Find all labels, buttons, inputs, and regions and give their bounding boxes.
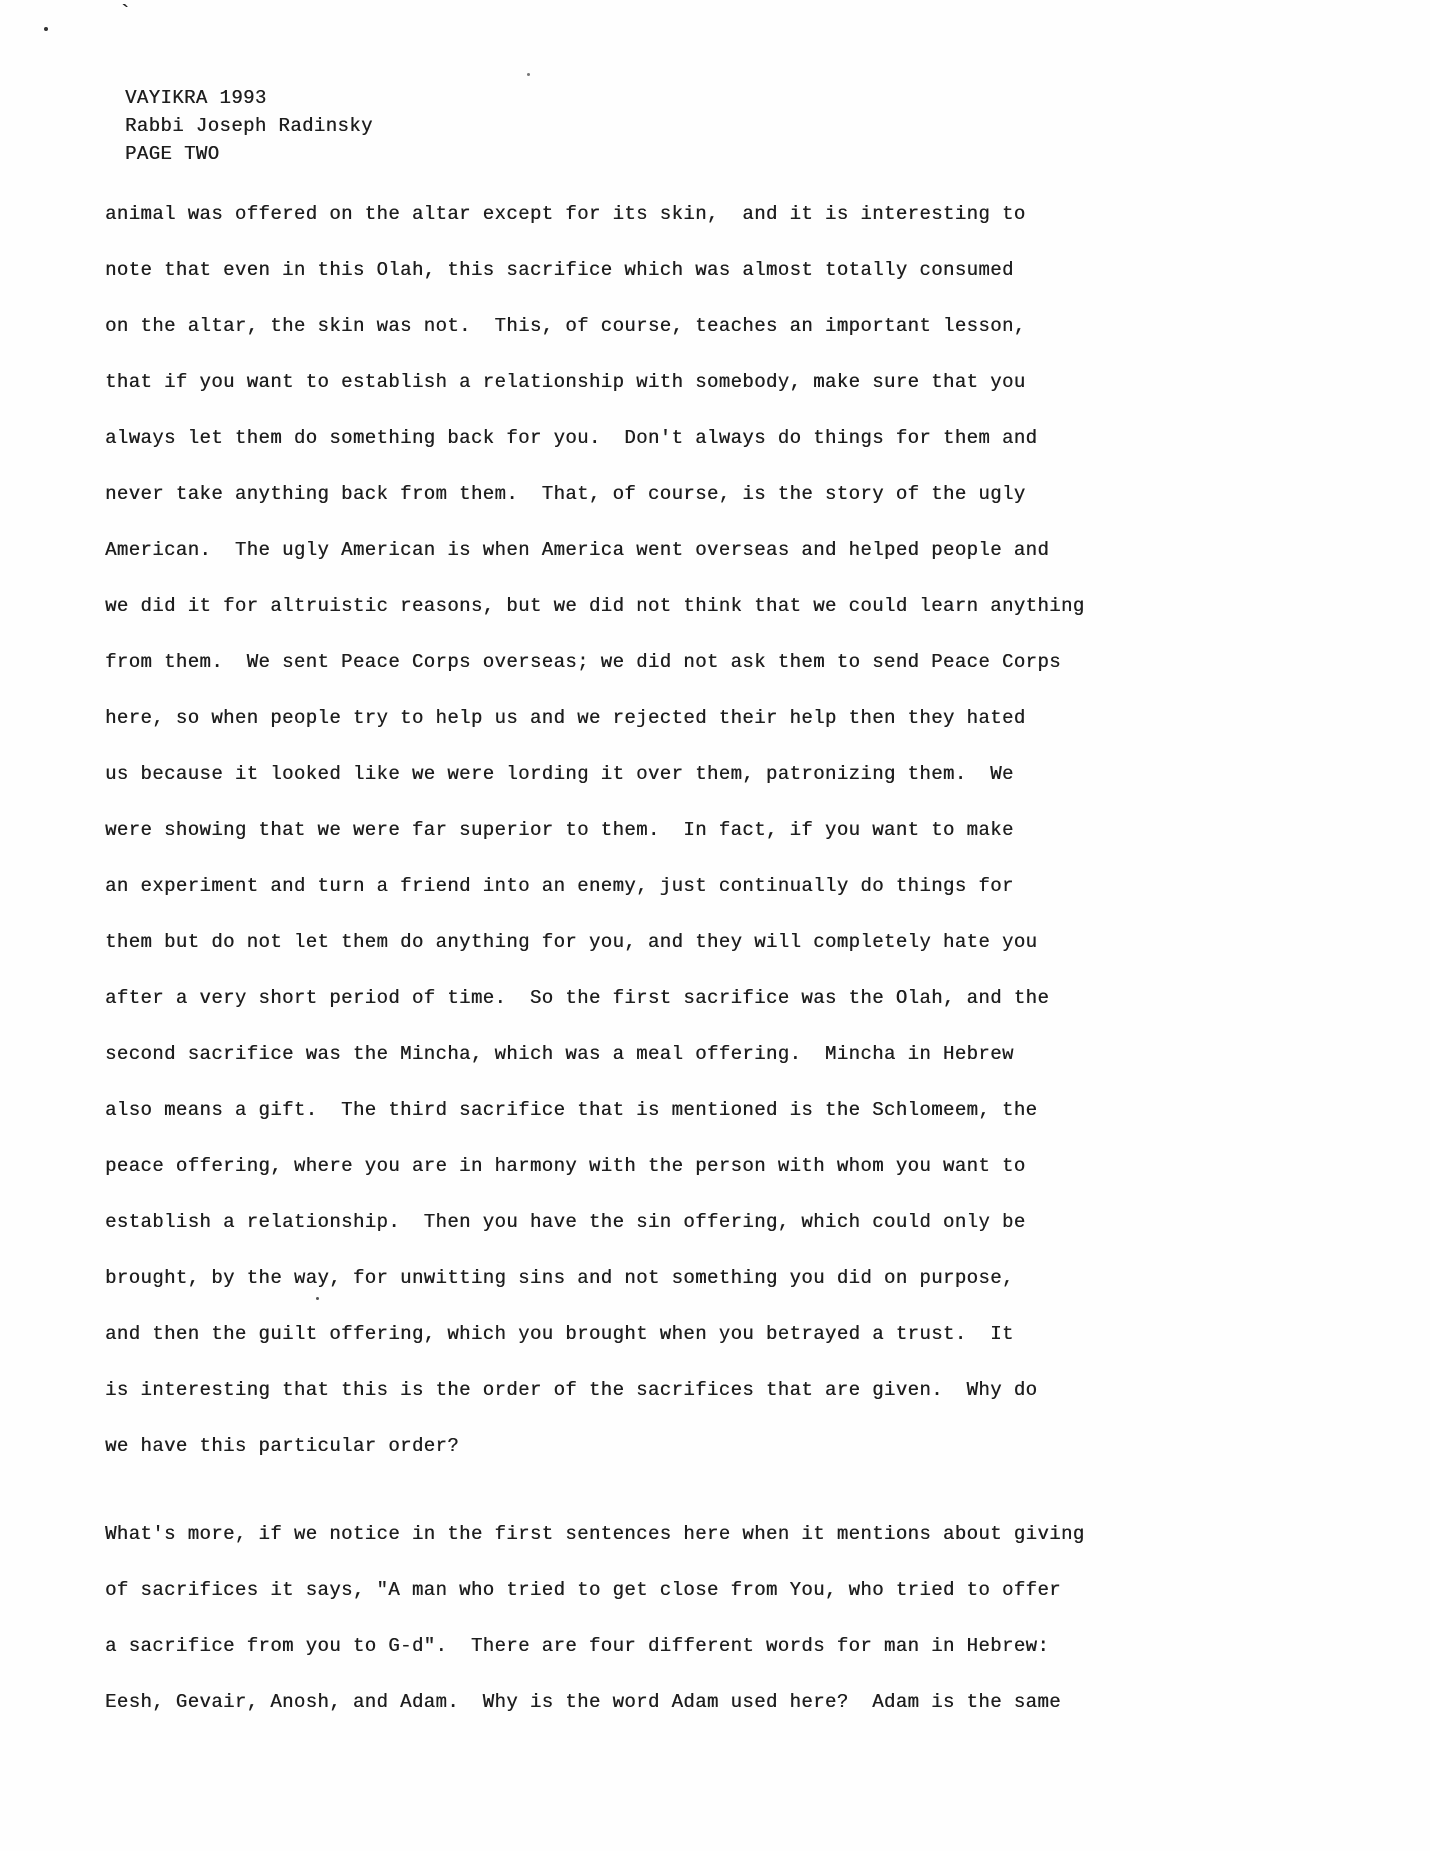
text-line: we did it for altruistic reasons, but we did not think that we could learn anything: [105, 595, 1085, 617]
text-line: us because it looked like we were lording it over them, patronizing them. We: [105, 763, 1014, 785]
doc-author: Rabbi Joseph Radinsky: [125, 115, 373, 137]
document-header: [125, 84, 373, 168]
paragraph-2: [105, 1506, 1205, 1730]
scan-artifact-dot: [527, 73, 530, 76]
text-line: also means a gift. The third sacrifice that is mentioned is the Schlomeem, the: [105, 1099, 1038, 1121]
doc-page-number: PAGE TWO: [125, 143, 220, 165]
text-line: is interesting that this is the order of the sacrifices that are given. Why do: [105, 1379, 1038, 1401]
text-line: establish a relationship. Then you have the sin offering, which could only be: [105, 1211, 1026, 1233]
text-line: animal was offered on the altar except for its skin, and it is interesting to: [105, 203, 1026, 225]
text-line: that if you want to establish a relationship with somebody, make sure that you: [105, 371, 1026, 393]
text-line: of sacrifices it says, "A man who tried to get close from You, who tried to offer: [105, 1579, 1061, 1601]
scan-artifact-grave-mark: `: [118, 2, 133, 29]
text-line: American. The ugly American is when America went overseas and helped people and: [105, 539, 1050, 561]
text-line: second sacrifice was the Mincha, which was a meal offering. Mincha in Hebrew: [105, 1043, 1014, 1065]
text-line: What's more, if we notice in the first sentences here when it mentions about giving: [105, 1523, 1085, 1545]
text-line: a sacrifice from you to G-d". There are four different words for man in Hebrew:: [105, 1635, 1050, 1657]
text-line: them but do not let them do anything for you, and they will completely hate you: [105, 931, 1038, 953]
text-line: and then the guilt offering, which you brought when you betrayed a trust. It: [105, 1323, 1014, 1345]
text-line: were showing that we were far superior to them. In fact, if you want to make: [105, 819, 1014, 841]
text-line: peace offering, where you are in harmony with the person with whom you want to: [105, 1155, 1026, 1177]
text-line: always let them do something back for you. Don't always do things for them and: [105, 427, 1038, 449]
text-line: note that even in this Olah, this sacrifice which was almost totally consumed: [105, 259, 1014, 281]
text-line: from them. We sent Peace Corps overseas; we did not ask them to send Peace Corps: [105, 651, 1061, 673]
text-line: brought, by the way, for unwitting sins and not something you did on purpose,: [105, 1267, 1014, 1289]
text-line: never take anything back from them. That, of course, is the story of the ugly: [105, 483, 1026, 505]
doc-title: VAYIKRA 1993: [125, 87, 267, 109]
scan-artifact-dot: [44, 27, 48, 31]
text-line: Eesh, Gevair, Anosh, and Adam. Why is the word Adam used here? Adam is the same: [105, 1691, 1061, 1713]
paragraph-1: [105, 186, 1205, 1474]
text-line: after a very short period of time. So the first sacrifice was the Olah, and the: [105, 987, 1050, 1009]
text-line: an experiment and turn a friend into an enemy, just continually do things for: [105, 875, 1014, 897]
text-line: here, so when people try to help us and we rejected their help then they hated: [105, 707, 1026, 729]
text-line: on the altar, the skin was not. This, of course, teaches an important lesson,: [105, 315, 1026, 337]
text-line: we have this particular order?: [105, 1435, 460, 1457]
